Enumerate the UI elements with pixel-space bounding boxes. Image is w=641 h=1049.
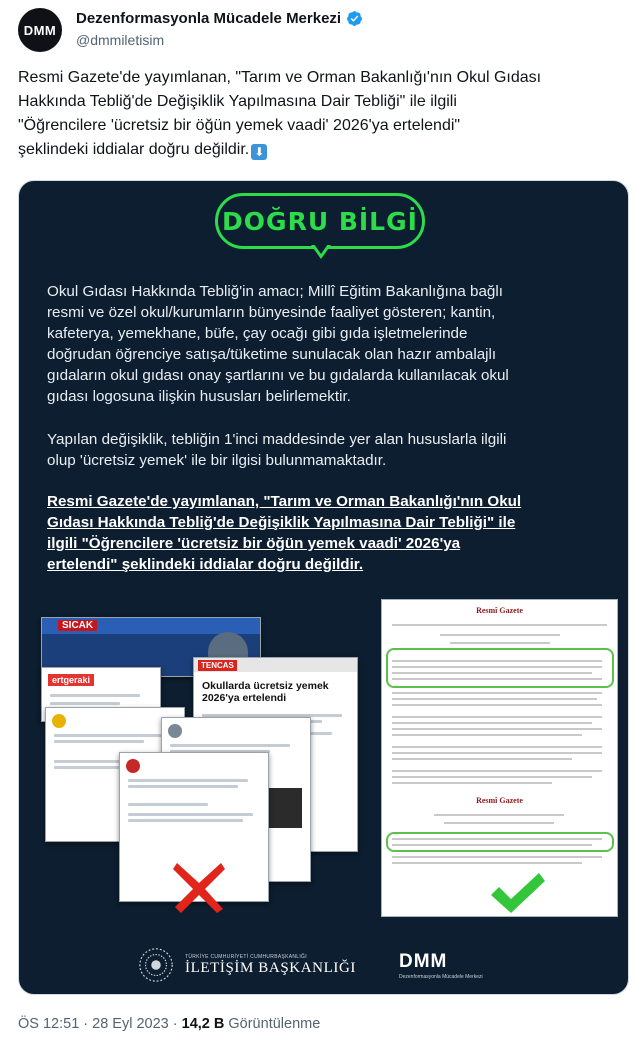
text-line	[392, 752, 602, 754]
text-line	[50, 694, 140, 697]
dogru-bilgi-badge	[215, 193, 425, 265]
tweet-line: Resmi Gazete'de yayımlanan, "Tarım ve Orman Bakanlığı'nın Okul Gıdası	[18, 69, 542, 86]
news-headline: Okullarda ücretsiz yemek 2026'ya ertelendi	[202, 680, 329, 704]
text-line	[392, 692, 602, 694]
text-line	[128, 813, 253, 816]
iletisim-baskanligi-logo	[137, 945, 356, 985]
text-line	[392, 746, 602, 748]
author-handle[interactable]: @dmmiletisim	[76, 32, 165, 48]
document-title-2: Resmî Gazete	[476, 796, 523, 805]
card-line: Gıdası Hakkında Tebliğ'de Değişiklik Yapılmasına Dair Tebliği" ile	[47, 514, 516, 531]
highlight-circle	[386, 648, 614, 688]
card-line: gıdası logosuna ilişkin hususları belirlemektir.	[47, 388, 351, 405]
text-line	[54, 734, 164, 737]
dmm-logo-subtitle: Dezenformasyonla Mücadele Merkezi	[399, 974, 483, 980]
text-line	[392, 722, 592, 724]
green-check-icon	[487, 869, 547, 917]
red-x-icon	[169, 857, 229, 917]
text-line	[392, 782, 552, 784]
down-arrow-emoji-icon: ⬇	[251, 144, 267, 160]
badge-text: DOĞRU BİLGİ	[222, 206, 418, 236]
text-line	[392, 862, 582, 864]
text-line	[440, 634, 560, 636]
text-line	[50, 702, 120, 705]
text-line	[392, 776, 592, 778]
logo-subtitle: TÜRKİYE CUMHURİYETİ CUMHURBAŞKANLIĞI	[185, 953, 307, 960]
badge-tail-inner	[314, 244, 328, 254]
site-tag: ertgeraki	[48, 674, 94, 686]
text-line	[392, 728, 602, 730]
verified-badge-icon	[346, 10, 363, 27]
text-line	[128, 803, 208, 806]
text-line	[392, 770, 602, 772]
iletisim-emblem-icon	[137, 946, 175, 984]
card-line: kafeterya, yemekhane, büfe, çay ocağı gibi gıda işletmelerinde	[47, 325, 468, 342]
dmm-logo	[399, 951, 483, 980]
text-line	[392, 716, 602, 718]
text-line	[128, 779, 248, 782]
author-name-line[interactable]	[76, 10, 363, 27]
dmm-logo-text: DMM	[399, 951, 448, 972]
card-paragraph-1	[47, 281, 607, 407]
card-line: Resmi Gazete'de yayımlanan, "Tarım ve Orman Bakanlığı'nın Okul	[47, 493, 522, 510]
avatar	[126, 759, 140, 773]
avatar	[52, 714, 66, 728]
document-title: Resmî Gazete	[476, 606, 523, 615]
text-line	[392, 704, 602, 706]
avatar	[168, 724, 182, 738]
card-line: Okul Gıdası Hakkında Tebliğ'in amacı; Millî Eğitim Bakanlığına bağlı	[47, 283, 503, 300]
tweet-media-image[interactable]	[18, 180, 629, 995]
views-label: Görüntülenme	[224, 1016, 321, 1032]
text-line	[128, 785, 238, 788]
tweet-meta	[18, 1016, 320, 1032]
avatar[interactable]: DMM	[18, 8, 62, 52]
text-line	[128, 819, 243, 822]
text-line	[392, 758, 572, 760]
text-line	[392, 734, 582, 736]
card-line: ilgili "Öğrencilere 'ücretsiz bir öğün yemek vaadi' 2026'ya	[47, 535, 461, 552]
false-claims-collage	[41, 617, 371, 917]
card-line: gıdaların okul gıdası onay şartlarını ve bu gıdalarda kullanılacak okul	[47, 367, 509, 384]
news-logo: TENCAS	[198, 660, 237, 671]
tweet-timestamp[interactable]: ÖS 12:51 · 28 Eyl 2023 ·	[18, 1016, 182, 1032]
text-line	[392, 698, 597, 700]
card-line: Yapılan değişiklik, tebliğin 1'inci maddesinde yer alan hususlarla ilgili	[47, 431, 507, 448]
tweet-line: Hakkında Tebliğ'de Değişiklik Yapılmasına Dair Tebliği" ile ilgili	[18, 93, 457, 110]
card-paragraph-3-bold	[47, 491, 607, 575]
highlight-circle	[386, 832, 614, 852]
text-line	[392, 856, 602, 858]
author-display-name[interactable]: Dezenformasyonla Mücadele Merkezi	[76, 10, 342, 27]
card-line: doğrudan öğrenciye satışa/tüketime sunulacak olan hazır ambalajlı	[47, 346, 497, 363]
tweet-line	[18, 138, 623, 162]
text-line	[392, 624, 607, 626]
views-count: 14,2 B	[181, 1016, 225, 1032]
card-line: ertelendi" şeklindeki iddialar doğru değildir.	[47, 556, 364, 573]
text-line	[434, 814, 564, 816]
text-line	[444, 822, 554, 824]
card-line: resmi ve özel okul/kurumların bünyesinde faaliyet gösteren; kantin,	[47, 304, 496, 321]
text-line	[450, 642, 550, 644]
text-line	[54, 740, 144, 743]
card-paragraph-2	[47, 429, 607, 471]
tweet-line-text: şeklindeki iddialar doğru değildir.	[18, 141, 250, 158]
card-line: olup 'ücretsiz yemek' ile bir ilgisi bulunmamaktadır.	[47, 452, 387, 469]
text-line	[170, 744, 290, 747]
badge-frame	[215, 193, 425, 249]
tweet-header	[18, 6, 618, 52]
logo-title: İLETİŞİM BAŞKANLIĞI	[185, 959, 356, 976]
tv-label: SICAK	[58, 620, 97, 631]
tweet-text	[18, 66, 623, 162]
tweet-line: "Öğrencilere 'ücretsiz bir öğün yemek vaadi' 2026'ya ertelendi"	[18, 117, 461, 134]
